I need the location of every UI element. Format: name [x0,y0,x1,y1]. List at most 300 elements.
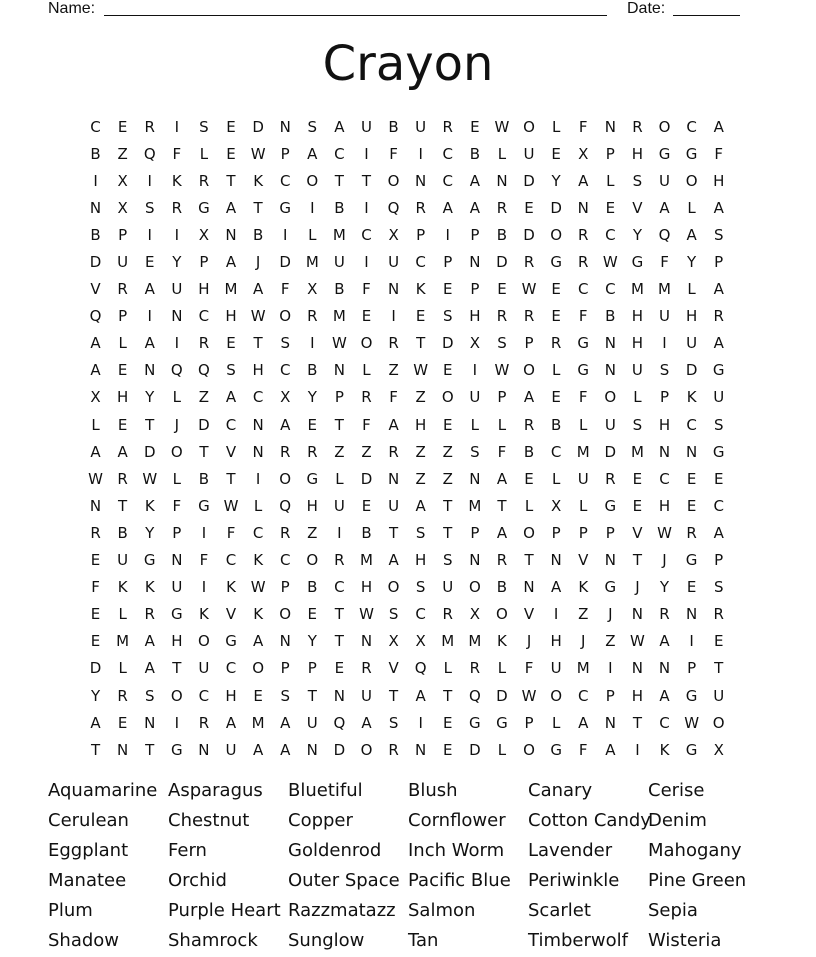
grid-letter: X [713,740,724,759]
grid-letter: H [631,686,644,705]
grid-letter: S [713,225,724,244]
grid-letter: T [524,551,534,570]
word-bank-item: Asparagus [168,780,263,801]
grid-letter: A [469,198,480,217]
grid-letter: Q [468,686,481,705]
grid-letter: T [253,198,263,217]
grid-letter: N [604,713,616,732]
grid-letter: A [90,442,101,461]
grid-letter: R [523,415,535,434]
grid-letter: E [117,713,128,732]
grid-letter: O [170,686,183,705]
grid-letter: S [307,117,318,136]
grid-letter: A [307,144,318,163]
grid-letter: H [658,415,671,434]
grid-letter: N [252,442,264,461]
grid-letter: C [442,144,453,163]
grid-letter: T [334,415,344,434]
worksheet-header [48,0,740,20]
grid-letter: L [579,415,588,434]
grid-letter: E [90,632,101,651]
grid-letter: E [605,198,616,217]
grid-letter: S [632,415,643,434]
grid-letter: L [606,171,615,190]
grid-letter: D [496,686,508,705]
grid-letter: B [605,307,616,326]
grid-letter: R [523,253,535,272]
grid-letter: M [576,659,590,678]
grid-letter: T [632,713,642,732]
grid-letter: F [362,415,371,434]
grid-letter: T [388,686,399,705]
grid-letter: L [551,469,561,488]
grid-letter: N [658,442,671,461]
grid-letter: D [143,442,156,461]
grid-letter: B [90,225,101,244]
grid-letter: M [630,442,644,461]
grid-letter: L [497,415,507,434]
grid-letter: C [577,280,589,299]
grid-letter: S [470,442,480,461]
word-bank-item: Cerise [648,780,705,801]
grid-letter: N [604,117,616,136]
grid-letter: A [415,496,426,515]
grid-letter: Q [658,225,671,244]
grid-letter: A [713,198,724,217]
grid-letter: L [551,361,561,380]
grid-letter: K [144,496,155,515]
grid-letter: F [199,551,209,570]
grid-letter: A [415,686,426,705]
grid-letter: B [252,225,264,244]
grid-letter: N [225,225,237,244]
grid-letter: H [685,307,698,326]
grid-letter: G [685,686,698,705]
grid-letter: Y [632,225,642,244]
grid-letter: G [550,740,562,759]
grid-letter: R [117,686,128,705]
grid-letter: S [144,686,155,705]
grid-letter: C [225,551,237,570]
grid-letter: X [198,225,210,244]
grid-letter: M [305,253,319,272]
grid-letter: L [362,361,371,380]
word-bank-item: Blush [408,780,458,801]
grid-letter: Z [198,388,210,407]
grid-letter: Z [117,144,128,163]
grid-letter: N [89,198,102,217]
grid-letter: N [658,659,671,678]
grid-letter: D [523,171,535,190]
grid-letter: C [279,171,291,190]
name-blank-line [104,15,607,16]
grid-letter: U [388,253,400,272]
grid-letter: E [524,469,534,488]
grid-letter: E [117,361,128,380]
grid-letter: S [632,171,643,190]
grid-letter: S [388,713,399,732]
word-bank-item: Shamrock [168,930,258,951]
grid-letter: H [713,171,725,190]
grid-letter: K [226,578,236,597]
grid-letter: P [118,225,128,244]
grid-letter: R [361,659,372,678]
grid-letter: I [147,171,152,190]
grid-letter: R [388,442,399,461]
grid-letter: F [578,388,588,407]
grid-letter: P [605,523,615,542]
grid-letter: S [280,686,290,705]
grid-letter: M [468,632,482,651]
grid-letter: K [117,578,128,597]
grid-letter: P [470,523,480,542]
grid-letter: G [171,740,183,759]
grid-letter: L [91,415,100,434]
name-label: Name: [48,0,96,17]
grid-letter: I [174,713,180,732]
grid-letter: K [578,578,589,597]
word-bank-item: Razzmatazz [288,900,396,921]
grid-letter: C [361,225,372,244]
grid-letter: R [117,280,128,299]
grid-letter: D [89,253,102,272]
grid-letter: A [90,713,101,732]
grid-letter: D [469,740,481,759]
grid-letter: T [118,496,128,515]
grid-letter: M [468,496,482,515]
grid-letter: G [469,713,481,732]
grid-letter: C [550,442,562,461]
grid-letter: K [497,632,507,651]
grid-letter: I [201,578,207,597]
grid-letter: R [496,551,508,570]
grid-letter: N [469,469,481,488]
grid-letter: G [279,198,292,217]
grid-letter: G [712,442,725,461]
grid-letter: E [443,361,453,380]
grid-letter: L [687,198,696,217]
grid-letter: K [253,171,264,190]
grid-letter: H [171,632,183,651]
grid-letter: W [602,253,618,272]
grid-letter: M [332,307,346,326]
grid-letter: A [144,280,155,299]
grid-letter: B [496,578,508,597]
grid-letter: O [441,388,454,407]
grid-letter: L [443,659,452,678]
grid-letter: F [362,280,371,299]
grid-letter: N [550,551,562,570]
grid-letter: N [685,605,698,624]
grid-letter: R [144,117,155,136]
grid-letter: C [252,388,264,407]
grid-letter: O [306,171,319,190]
grid-letter: C [225,415,237,434]
grid-letter: E [361,307,372,326]
word-bank-item: Sepia [648,900,698,921]
grid-letter: P [605,144,615,163]
grid-letter: S [415,523,426,542]
grid-letter: T [145,415,155,434]
grid-letter: U [659,307,670,326]
word-bank-item: Inch Worm [408,840,505,861]
word-bank-item: Salmon [408,900,476,921]
grid-letter: I [364,144,369,163]
grid-letter: E [497,280,507,299]
grid-letter: O [523,523,535,542]
grid-letter: O [252,659,265,678]
grid-letter: V [388,659,399,678]
grid-letter: F [389,388,398,407]
grid-letter: A [117,442,128,461]
grid-letter: R [442,117,453,136]
grid-letter: F [280,280,290,299]
grid-letter: K [659,740,670,759]
grid-letter: M [224,280,238,299]
grid-letter: N [604,361,616,380]
grid-letter: H [631,334,644,353]
grid-letter: E [307,415,318,434]
grid-letter: U [171,280,183,299]
grid-letter: C [334,578,345,597]
grid-letter: O [360,334,373,353]
grid-letter: A [713,334,724,353]
grid-letter: A [578,713,589,732]
word-bank-item: Manatee [48,870,127,891]
grid-letter: R [279,442,291,461]
grid-letter: W [494,117,510,136]
grid-letter: A [252,280,264,299]
grid-letter: I [472,361,478,380]
grid-letter: R [198,713,210,732]
grid-letter: R [117,469,128,488]
grid-letter: Z [307,523,318,542]
grid-letter: D [279,253,291,272]
grid-letter: L [172,469,181,488]
grid-letter: I [174,225,180,244]
grid-letter: N [144,713,156,732]
grid-letter: X [388,632,399,651]
word-bank-item: Shadow [48,930,120,951]
grid-letter: F [172,496,182,515]
grid-letter: Y [307,388,317,407]
grid-letter: A [144,334,155,353]
grid-letter: X [578,144,589,163]
grid-letter: H [225,686,237,705]
grid-letter: E [470,117,480,136]
grid-letter: T [199,442,209,461]
grid-letter: E [117,117,128,136]
grid-letter: W [521,280,537,299]
grid-letter: U [388,496,400,515]
grid-letter: Y [145,523,155,542]
grid-letter: Z [388,361,399,380]
grid-letter: D [198,415,210,434]
grid-letter: B [334,198,345,217]
grid-letter: K [415,280,426,299]
grid-letter: C [90,117,101,136]
grid-letter: R [605,469,616,488]
grid-letter: A [280,415,291,434]
grid-letter: U [469,388,481,407]
grid-letter: I [635,740,640,759]
word-bank-item: Tan [408,930,439,951]
grid-letter: E [361,496,372,515]
grid-letter: P [416,225,426,244]
grid-letter: A [713,117,724,136]
grid-letter: R [578,225,589,244]
grid-letter: C [605,280,616,299]
grid-letter: O [387,578,400,597]
grid-letter: S [443,551,453,570]
grid-letter: G [631,253,644,272]
grid-letter: I [174,117,180,136]
grid-letter: L [172,388,181,407]
grid-letter: I [391,307,396,326]
grid-letter: N [333,686,345,705]
word-bank-item: Goldenrod [288,840,382,861]
grid-letter: O [523,740,535,759]
grid-letter: S [388,605,399,624]
grid-letter: N [198,740,210,759]
grid-letter: P [172,523,182,542]
grid-letter: D [333,740,346,759]
grid-letter: I [689,632,694,651]
grid-letter: R [469,659,481,678]
grid-letter: N [306,740,318,759]
grid-letter: G [577,334,590,353]
grid-letter: A [659,198,670,217]
grid-letter: A [523,388,535,407]
word-bank-item: Chestnut [168,810,250,831]
grid-letter: T [172,659,182,678]
grid-letter: E [334,659,345,678]
grid-letter: E [443,740,453,759]
grid-letter: T [443,523,453,542]
word-bank-item: Outer Space [288,870,400,891]
grid-letter: K [253,605,264,624]
grid-letter: W [359,605,374,624]
grid-letter: E [443,713,453,732]
grid-letter: U [415,117,427,136]
grid-letter: Y [172,253,182,272]
grid-letter: G [712,361,725,380]
grid-letter: A [578,171,589,190]
grid-letter: Y [659,578,670,597]
grid-letter: C [415,605,426,624]
word-bank [48,776,768,956]
grid-letter: B [198,469,210,488]
grid-letter: T [416,334,426,353]
grid-letter: C [225,659,237,678]
grid-letter: U [631,361,643,380]
grid-letter: E [686,578,697,597]
grid-letter: T [145,740,155,759]
grid-letter: J [174,415,180,434]
grid-letter: B [117,523,128,542]
grid-letter: B [550,415,562,434]
grid-letter: E [713,469,724,488]
grid-letter: T [253,334,263,353]
grid-letter: R [496,307,508,326]
grid-letter: R [198,171,210,190]
grid-letter: M [441,632,455,651]
grid-letter: R [523,307,535,326]
grid-letter: F [524,659,534,678]
grid-letter: E [551,388,561,407]
grid-letter: X [469,334,480,353]
grid-letter: X [551,496,562,515]
grid-letter: P [280,578,290,597]
grid-letter: W [250,578,266,597]
grid-letter: S [659,361,670,380]
grid-letter: L [118,334,127,353]
grid-letter: K [253,551,264,570]
grid-letter: N [387,280,400,299]
grid-letter: O [279,469,292,488]
grid-letter: V [225,442,237,461]
grid-letter: R [361,388,372,407]
grid-letter: U [686,334,698,353]
grid-letter: J [255,253,261,272]
grid-letter: A [713,523,724,542]
word-bank-item: Purple Heart [168,900,281,921]
grid-letter: N [279,632,291,651]
grid-letter: W [88,469,103,488]
grid-letter: A [659,686,670,705]
grid-letter: I [418,144,423,163]
word-bank-item: Denim [648,810,707,831]
grid-letter: O [306,551,319,570]
grid-letter: T [361,171,372,190]
grid-letter: Q [279,496,292,515]
grid-letter: I [147,307,152,326]
grid-letter: L [335,469,344,488]
grid-letter: C [198,686,210,705]
grid-letter: H [360,578,373,597]
grid-letter: A [551,578,562,597]
grid-letter: I [608,659,613,678]
grid-letter: L [118,659,127,678]
grid-letter: L [253,496,263,515]
grid-letter: E [415,307,426,326]
grid-letter: N [89,496,102,515]
grid-letter: H [415,551,427,570]
grid-letter: L [687,280,696,299]
word-bank-item: Orchid [168,870,227,891]
grid-letter: E [551,307,561,326]
grid-letter: F [497,442,507,461]
word-bank-item: Timberwolf [528,930,628,951]
grid-letter: R [496,198,508,217]
word-bank-item: Pine Green [648,870,747,891]
grid-letter: U [713,686,725,705]
grid-letter: T [334,632,344,651]
date-blank-line [673,15,740,16]
grid-letter: N [469,551,481,570]
grid-letter: G [604,578,617,597]
grid-letter: Q [143,144,156,163]
grid-letter: H [631,144,644,163]
grid-letter: A [225,253,237,272]
grid-letter: A [252,740,264,759]
grid-letter: U [225,740,237,759]
grid-letter: I [201,523,207,542]
grid-letter: P [199,253,209,272]
word-bank-item: Canary [528,780,593,801]
grid-letter: Y [307,632,317,651]
grid-letter: O [496,605,508,624]
